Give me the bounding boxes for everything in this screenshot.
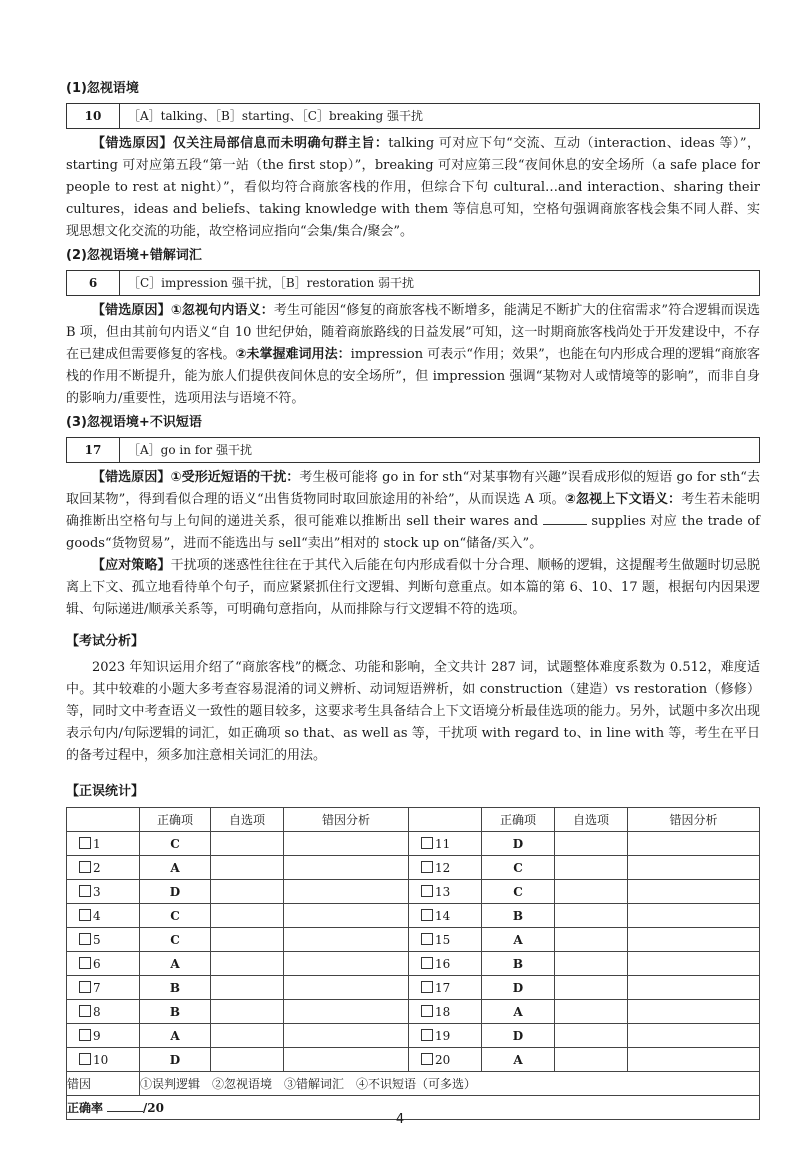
checkbox-icon[interactable] [421,861,433,873]
stats-table [66,807,760,1120]
chosen-answer-cell[interactable] [211,832,284,856]
error-analysis-cell[interactable] [628,1000,760,1024]
checkbox-icon[interactable] [79,1053,91,1065]
error-analysis-cell[interactable] [284,1000,409,1024]
question-label: 6 [93,956,101,971]
error-analysis-cell[interactable] [628,928,760,952]
chosen-answer-cell[interactable] [555,976,628,1000]
correct-answer: A [482,1048,555,1072]
checkbox-icon[interactable] [421,1053,433,1065]
question-checkbox[interactable] [67,904,140,928]
error-analysis-cell[interactable] [284,976,409,1000]
chosen-answer-cell[interactable] [211,952,284,976]
reason-lead: ①忽视句内语义： [170,303,274,318]
table-row [67,1024,760,1048]
chosen-answer-cell[interactable] [211,904,284,928]
question-label: 9 [93,1028,101,1043]
question-label: 19 [435,1028,451,1043]
question-label: 3 [93,884,101,899]
correct-answer: C [482,880,555,904]
checkbox-icon[interactable] [79,837,91,849]
correct-answer: C [140,928,211,952]
question-checkbox[interactable] [409,976,482,1000]
question-number: 10 [67,104,120,128]
error-analysis-cell[interactable] [284,856,409,880]
checkbox-icon[interactable] [421,981,433,993]
answer-box-17 [66,437,760,463]
chosen-answer-cell[interactable] [555,1048,628,1072]
question-checkbox[interactable] [409,856,482,880]
error-analysis-cell[interactable] [284,1048,409,1072]
error-analysis-cell[interactable] [284,880,409,904]
chosen-answer-cell[interactable] [555,1000,628,1024]
strategy-tag: 【应对策略】 [92,558,171,573]
blank-header [409,808,482,832]
chosen-answer-cell[interactable] [555,880,628,904]
question-label: 8 [93,1004,101,1019]
question-checkbox[interactable] [409,1048,482,1072]
question-checkbox[interactable] [409,832,482,856]
checkbox-icon[interactable] [421,1005,433,1017]
chosen-answer-cell[interactable] [211,1024,284,1048]
section-heading-1: (1)忽视语境 [66,81,139,96]
chosen-answer-cell[interactable] [211,856,284,880]
error-analysis-cell[interactable] [628,832,760,856]
reason-lead: 仅关注局部信息而未明确句群主旨： [172,136,389,151]
checkbox-icon[interactable] [79,981,91,993]
question-checkbox[interactable] [67,1000,140,1024]
checkbox-icon[interactable] [421,1029,433,1041]
question-checkbox[interactable] [409,1024,482,1048]
correct-answer: C [140,904,211,928]
header-chosen: 自选项 [211,808,284,832]
chosen-answer-cell[interactable] [211,1048,284,1072]
chosen-answer-cell[interactable] [211,976,284,1000]
chosen-answer-cell[interactable] [555,832,628,856]
header-analysis: 错因分析 [284,808,409,832]
table-row [67,1000,760,1024]
strategy-text: 干扰项的迷惑性往往在于其代入后能在句内形成看似十分合理、顺畅的逻辑，这提醒考生做题时切忌脱离上下文、孤立地看待单个句子，而应紧紧抓住行文逻辑、判断句意重点。如本篇的第 6、10、17 题，根据句内因果逻辑、句际递进/顺承关系等，可明确句意指向，从而排除与行文逻辑不符的选项。 [66,558,760,617]
page-number: 4 [395,1112,405,1127]
correct-answer: C [482,856,555,880]
chosen-answer-cell[interactable] [555,928,628,952]
reason-tag: 【错选原因】 [92,303,171,318]
question-checkbox[interactable] [67,976,140,1000]
header-chosen: 自选项 [555,808,628,832]
table-row [67,880,760,904]
answer-box-10 [66,103,760,129]
answer-box-6 [66,270,760,296]
error-reason-paragraph [66,467,760,555]
table-row [67,928,760,952]
correct-answer: A [482,928,555,952]
stats-header-row [67,808,760,832]
checkbox-icon[interactable] [421,837,433,849]
question-label: 16 [435,956,451,971]
correct-answer: D [482,832,555,856]
analysis-paragraph: 2023 年知识运用介绍了“商旅客栈”的概念、功能和影响，全文共计 287 词，试题整体难度系数为 0.512，难度适中。其中较难的小题大多考查容易混淆的词义辨析、动词短语辨析，如 construction（建造）vs restoration（修修）等，同时文中考查语义一致性的题目较多，这要求考生具备结合上下文语境分析最佳选项的能力。另外，试题中多次出现表示句内/句际逻辑的词汇，如正确项 so that、as well as 等，干扰项 with regard to、in line with 等，考生在平日的备考过程中，须多加注意相关词汇的用法。 [66,660,760,763]
question-label: 10 [93,1052,109,1067]
question-checkbox[interactable] [67,832,140,856]
table-row [67,832,760,856]
header-correct: 正确项 [482,808,555,832]
question-label: 7 [93,980,101,995]
error-analysis-cell[interactable] [628,1048,760,1072]
question-label: 11 [435,836,451,851]
reason-text: 考生极可能将 go in for sth“对某事物有兴趣”误看成形似的短语 go for sth“去取回某物”，得到看似合理的语义“出售货物同时取回旅途用的补给”，从而误选 A 项。 [66,470,760,507]
header-correct: 正确项 [140,808,211,832]
reason-text: impression 可表示“作用；效果”，也能在句内形成合理的逻辑“商旅客栈的作用不断提升，能为旅人们提供夜间休息的安全场所”，但 impression 强调“某物对人或情境等的影响”，而非自身的影响力/重要性，选项用法与语境不符。 [66,347,760,406]
table-row [67,904,760,928]
reason-options: ①误判逻辑 ②忽视语境 ③错解词汇 ④不识短语（可多选） [140,1072,760,1096]
question-checkbox[interactable] [67,1048,140,1072]
question-label: 12 [435,860,451,875]
question-checkbox[interactable] [67,1024,140,1048]
header-analysis: 错因分析 [628,808,760,832]
question-checkbox[interactable] [409,880,482,904]
strategy-paragraph [66,555,760,621]
question-label: 5 [93,932,101,947]
reason-lead: ②忽视上下文语义： [564,492,682,507]
error-analysis-cell[interactable] [284,952,409,976]
checkbox-icon[interactable] [421,957,433,969]
question-label: 4 [93,908,101,923]
table-row [67,1048,760,1072]
checkbox-icon[interactable] [79,1005,91,1017]
rate-label: 正确率 [67,1100,104,1115]
question-checkbox[interactable] [67,952,140,976]
error-analysis-cell[interactable] [628,952,760,976]
chosen-answer-cell[interactable] [211,928,284,952]
reason-lead: ②未掌握难词用法： [235,347,351,362]
question-number: 6 [67,271,120,295]
error-reason-paragraph [66,133,760,243]
reason-text: supplies 对应 the trade of goods“货物贸易”，进而不能选出与 sell“卖出”相对的 stock up on“储备/买入”。 [66,514,760,551]
chosen-answer-cell[interactable] [211,1000,284,1024]
question-checkbox[interactable] [67,928,140,952]
reason-tag: 【错选原因】 [92,136,173,151]
reason-text: 考生若未能明确推断出空格句与上句间的递进关系，很可能难以推断出 sell their wares and [66,492,760,529]
rate-suffix: /20 [142,1100,164,1115]
checkbox-icon[interactable] [79,861,91,873]
table-row [67,952,760,976]
rate-blank[interactable] [107,1099,143,1112]
error-analysis-cell[interactable] [284,1024,409,1048]
section-heading-2: (2)忽视语境+错解词汇 [66,248,202,263]
section-heading-3: (3)忽视语境+不识短语 [66,415,202,430]
stats-title: 【正误统计】 [66,784,145,799]
correct-answer: A [140,1024,211,1048]
checkbox-icon[interactable] [79,957,91,969]
distractor-options: ［A］talking、［B］starting、［C］breaking 强干扰 [128,109,423,123]
correct-answer: D [482,976,555,1000]
correct-answer: A [482,1000,555,1024]
checkbox-icon[interactable] [421,909,433,921]
page-content [66,78,760,1120]
question-checkbox[interactable] [409,928,482,952]
blank-header [67,808,140,832]
question-label: 1 [93,836,101,851]
error-analysis-cell[interactable] [284,904,409,928]
reason-text: 考生可能因“修复的商旅客栈不断增多，能满足不断扩大的住宿需求”符合逻辑而误选 B 项，但由其前句内语义“自 10 世纪伊始，随着商旅路线的日益发展”可知，这一时期商旅客栈尚处于开发建设中，不存在已建成但需要修复的客栈。 [66,303,760,362]
analysis-title: 【考试分析】 [66,634,145,649]
distractor-options: ［A］go in for 强干扰 [128,443,252,457]
question-checkbox[interactable] [409,1000,482,1024]
checkbox-icon[interactable] [79,1029,91,1041]
question-checkbox[interactable] [409,952,482,976]
question-label: 18 [435,1004,451,1019]
table-row [67,976,760,1000]
question-label: 20 [435,1052,451,1067]
error-reason-paragraph [66,300,760,410]
checkbox-icon[interactable] [79,909,91,921]
correct-answer: D [140,880,211,904]
checkbox-icon[interactable] [79,885,91,897]
blank-line [543,512,587,525]
correct-answer: B [482,952,555,976]
error-analysis-cell[interactable] [628,976,760,1000]
question-label: 13 [435,884,451,899]
question-number: 17 [67,438,120,462]
chosen-answer-cell[interactable] [555,952,628,976]
reason-text: talking 可对应下句“交流、互动（interaction、ideas 等）”，starting 可对应第五段“第一站（the first stop）”，breaking 可对应第三段“夜间休息的安全场所（a safe place for people to rest at night）”，看似均符合商旅客栈的作用，但综合下句 cultural…and interaction、sharing their cultures，ideas and beliefs、taking knowledge with them 等信息可知，空格句强调商旅客栈会集不同人群、实现思想文化交流的功能，故空格词应指向“会集/集合/聚会”。 [66,136,760,239]
correct-answer: A [140,952,211,976]
correct-answer: D [482,1024,555,1048]
correct-answer: B [140,976,211,1000]
question-checkbox[interactable] [67,880,140,904]
error-analysis-cell[interactable] [284,832,409,856]
error-analysis-cell[interactable] [628,904,760,928]
chosen-answer-cell[interactable] [211,880,284,904]
chosen-answer-cell[interactable] [555,904,628,928]
error-analysis-cell[interactable] [628,880,760,904]
reason-lead: ①受形近短语的干扰： [170,470,300,485]
chosen-answer-cell[interactable] [555,1024,628,1048]
question-checkbox[interactable] [409,904,482,928]
error-analysis-cell[interactable] [628,1024,760,1048]
distractor-options: ［C］impression 强干扰，［B］restoration 弱干扰 [128,276,415,290]
question-label: 14 [435,908,451,923]
question-label: 15 [435,932,451,947]
question-checkbox[interactable] [67,856,140,880]
question-label: 17 [435,980,451,995]
correct-answer: D [140,1048,211,1072]
checkbox-icon[interactable] [421,885,433,897]
error-analysis-cell[interactable] [284,928,409,952]
correct-answer: A [140,856,211,880]
correct-answer: B [140,1000,211,1024]
reason-row [67,1072,760,1096]
chosen-answer-cell[interactable] [555,856,628,880]
correct-answer: C [140,832,211,856]
reason-label: 错因 [67,1072,140,1096]
question-label: 2 [93,860,101,875]
error-analysis-cell[interactable] [628,856,760,880]
table-row [67,856,760,880]
checkbox-icon[interactable] [421,933,433,945]
reason-tag: 【错选原因】 [92,470,171,485]
correct-answer: B [482,904,555,928]
checkbox-icon[interactable] [79,933,91,945]
